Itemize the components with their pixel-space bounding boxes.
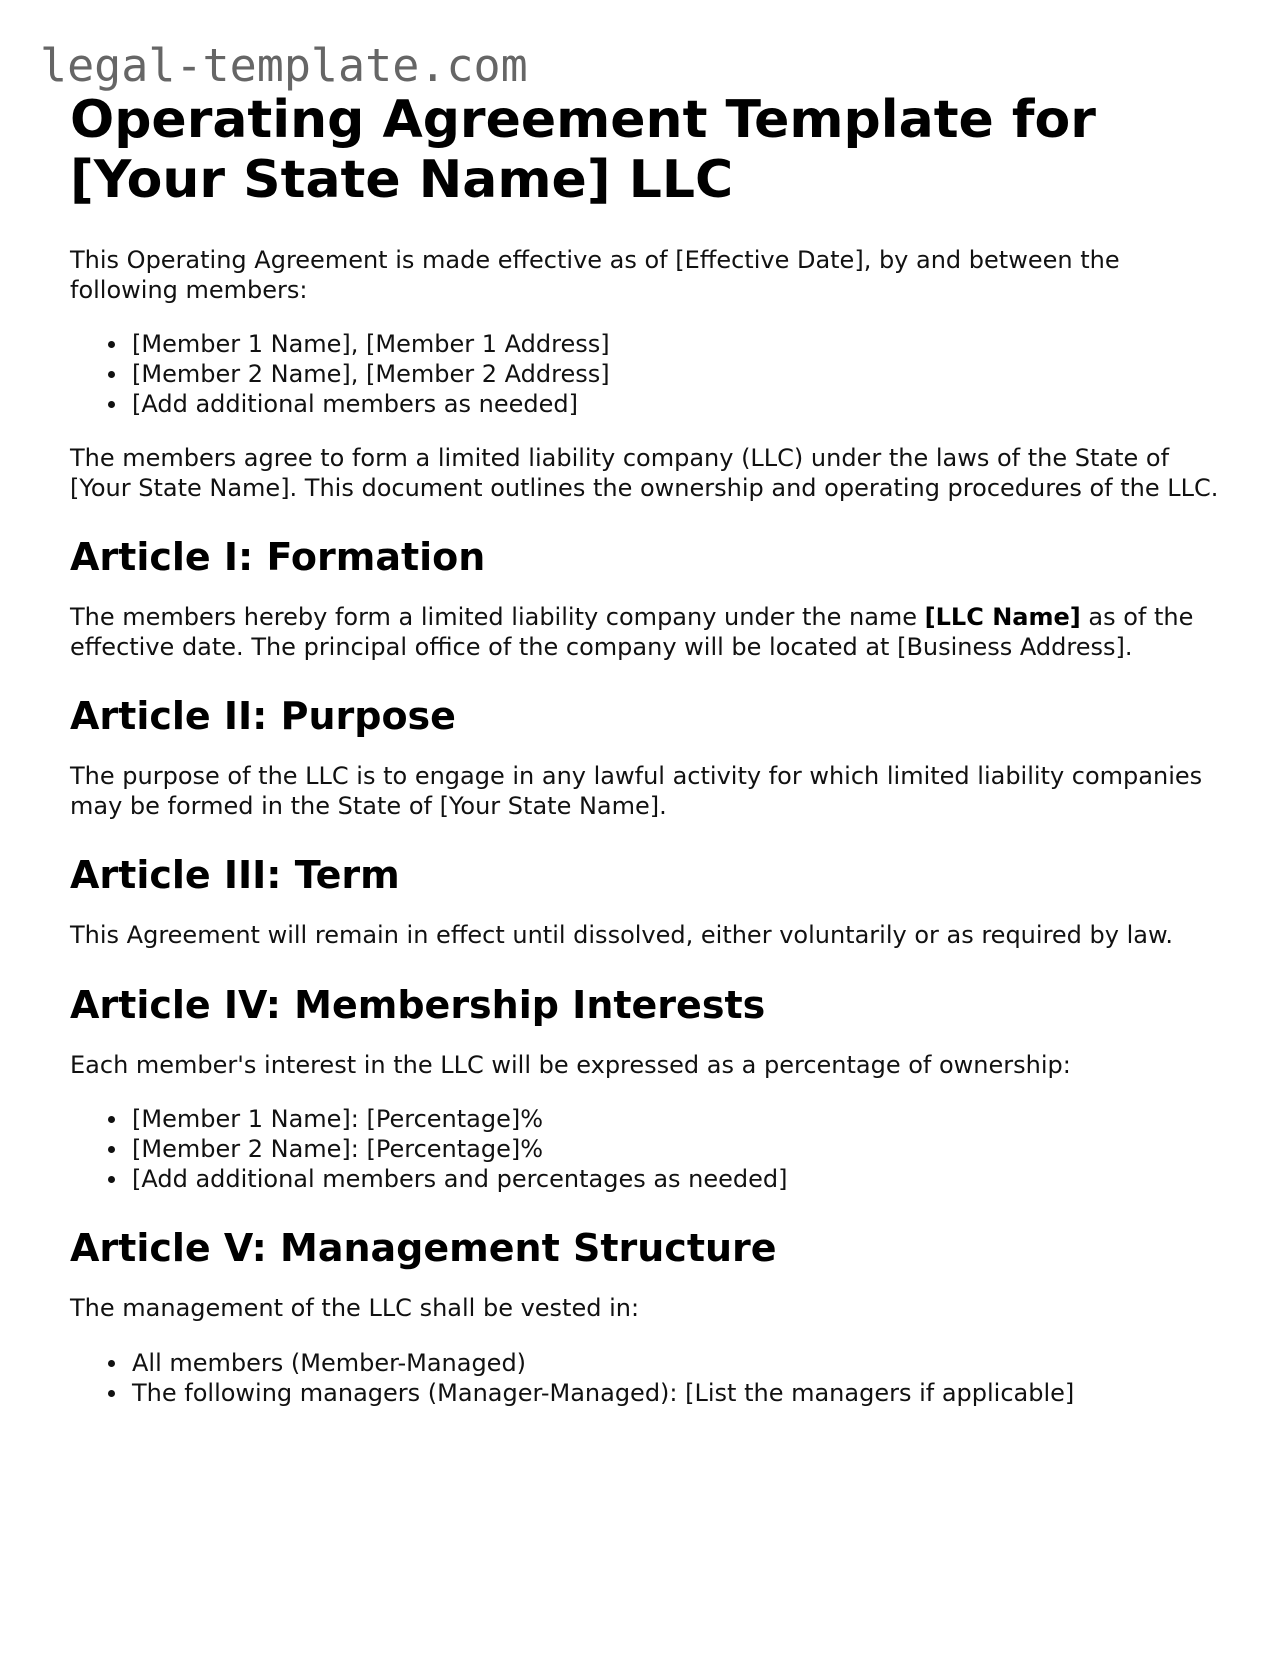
list-item: [Member 1 Name], [Member 1 Address]	[132, 329, 1220, 359]
llc-name-placeholder: [LLC Name]	[924, 603, 1081, 631]
list-item: The following managers (Manager-Managed): [List the managers if applicable]	[132, 1378, 1220, 1408]
article-4-heading: Article IV: Membership Interests	[70, 982, 766, 1027]
article-3-paragraph: This Agreement will remain in effect until dissolved, either voluntarily or as required by law.	[70, 921, 1174, 949]
page-title: Operating Agreement Template for [Your State Name] LLC	[70, 90, 1096, 210]
agreement-paragraph: The members agree to form a limited liability company (LLC) under the laws of the State of [Your State Name]. This document outlines the ownership and operating procedures of the LLC.	[70, 444, 1219, 502]
list-item: [Member 1 Name]: [Percentage]%	[132, 1104, 1220, 1134]
list-item: [Member 2 Name]: [Percentage]%	[132, 1134, 1220, 1164]
members-list	[70, 329, 1220, 419]
intro-paragraph: This Operating Agreement is made effective as of [Effective Date], by and between the following members:	[70, 246, 1120, 304]
watermark: legal-template.com	[40, 39, 528, 92]
article-1-heading: Article I: Formation	[70, 535, 486, 579]
membership-interests-list	[70, 1104, 1220, 1194]
article-2-paragraph: The purpose of the LLC is to engage in any lawful activity for which limited liability companies may be formed in the State of [Your State Name].	[70, 762, 1203, 820]
article-2-heading: Article II: Purpose	[70, 694, 456, 738]
document	[70, 90, 1220, 1408]
list-item: [Member 2 Name], [Member 2 Address]	[132, 359, 1220, 389]
list-item: [Add additional members and percentages as needed]	[132, 1164, 1220, 1194]
article-1-text-end: as of the effective date. The principal office of the company will be located at [Business Address].	[70, 603, 1194, 661]
article-3-heading: Article III: Term	[70, 853, 400, 897]
article-4-paragraph: Each member's interest in the LLC will be expressed as a percentage of ownership:	[70, 1050, 1071, 1079]
list-item: All members (Member-Managed)	[132, 1348, 1220, 1378]
list-item: [Add additional members as needed]	[132, 389, 1220, 419]
article-1-text-start: The members hereby form a limited liability company under the name	[70, 603, 925, 631]
article-5-paragraph: The management of the LLC shall be vested in:	[70, 1294, 640, 1322]
article-5-heading: Article V: Management Structure	[70, 1226, 777, 1270]
article-1-paragraph	[70, 603, 1220, 662]
management-structure-list	[70, 1348, 1220, 1408]
